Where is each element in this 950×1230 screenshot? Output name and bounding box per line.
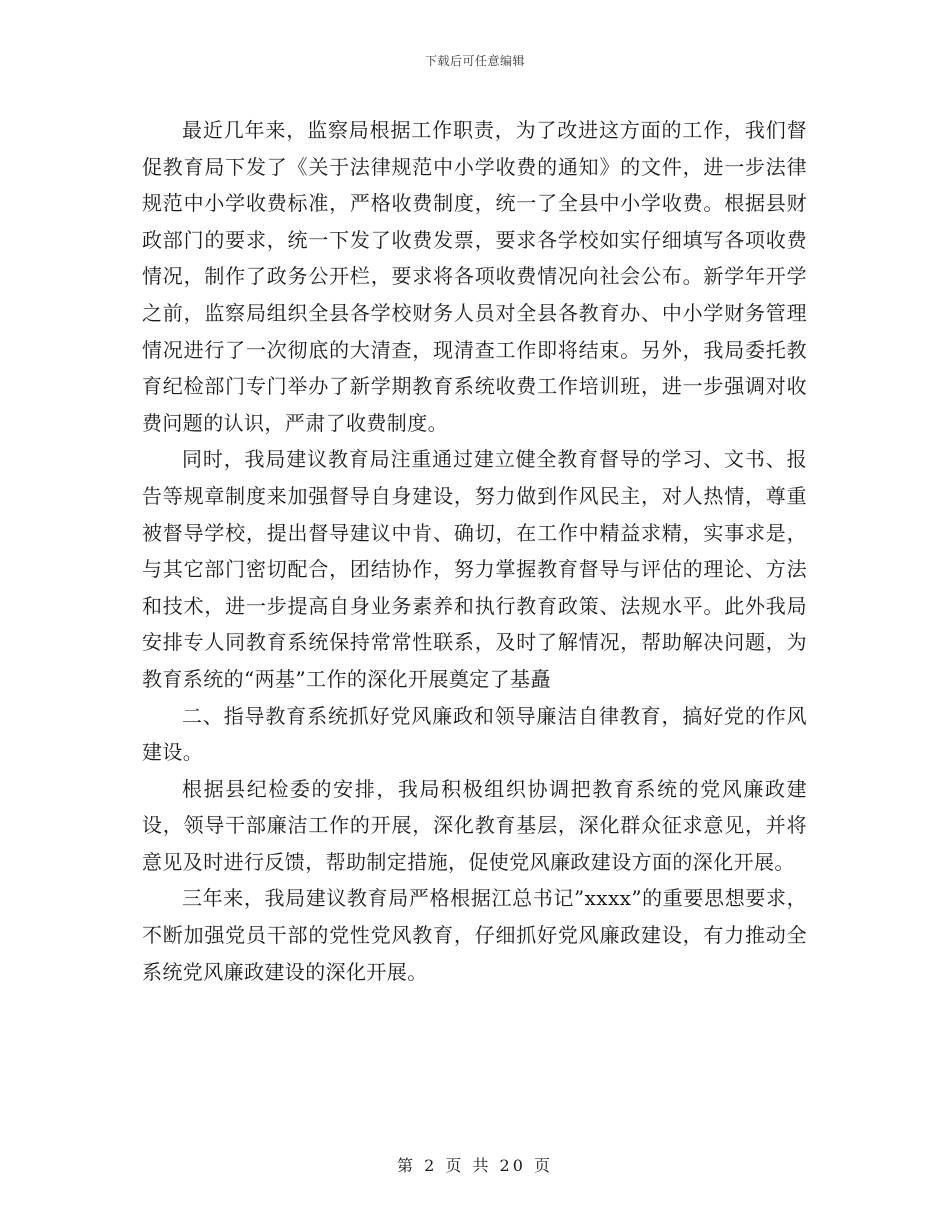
paragraph-party-conduct: 根据县纪检委的安排，我局积极组织协调把教育系统的党风廉政建设，领导干部廉洁工作的开展，深化教育基层，深化群众征求意见，并将意见及时进行反馈，帮助制定措施，促使党风廉政建设方面的深化开展。: [142, 776, 807, 874]
page-header: 下载后可任意编辑: [424, 54, 525, 68]
section-heading-two: 二、指导教育系统抓好党风廉政和领导廉洁自律教育，搞好党的作风建设。: [142, 703, 807, 765]
paragraph-supervision-building: 同时，我局建议教育局注重通过建立健全教育督导的学习、文书、报告等规章制度来加强督导自身建设，努力做到作风民主，对人热情，尊重被督导学校，提出督导建议中肯、确切，在工作中精益求精，实事求是，与其它部门密切配合，团结协作，努力掌握教育督导与评估的理论、方法和技术，进一步提高自身业务素养和执行教育政策、法规水平。此外我局安排专人同教育系统保持常常性联系，及时了解情况，帮助解决问题，为教育系统的“两基”工作的深化开展奠定了基矗: [142, 447, 807, 691]
page-number: 第 2 页 共 20 页: [397, 1156, 553, 1175]
paragraph-three-years: 三年来，我局建议教育局严格根据江总书记”xxxx”的重要思想要求，不断加强党员干部的党性党风教育，仔细抓好党风廉政建设，有力推动全系统党风廉政建设的深化开展。: [142, 886, 807, 984]
document-body: [142, 112, 807, 990]
paragraph-fee-regulation: 最近几年来，监察局根据工作职责，为了改进这方面的工作，我们督促教育局下发了《关于法律规范中小学收费的通知》的文件，进一步法律规范中小学收费标准，严格收费制度，统一了全县中小学收费。根据县财政部门的要求，统一下发了收费发票，要求各学校如实仔细填写各项收费情况，制作了政务公开栏，要求将各项收费情况向社会公布。新学年开学之前，监察局组织全县各学校财务人员对全县各教育办、中小学财务管理情况进行了一次彻底的大清查，现清查工作即将结束。另外，我局委托教育纪检部门专门举办了新学期教育系统收费工作培训班，进一步强调对收费问题的认识，严肃了收费制度。: [142, 118, 807, 435]
